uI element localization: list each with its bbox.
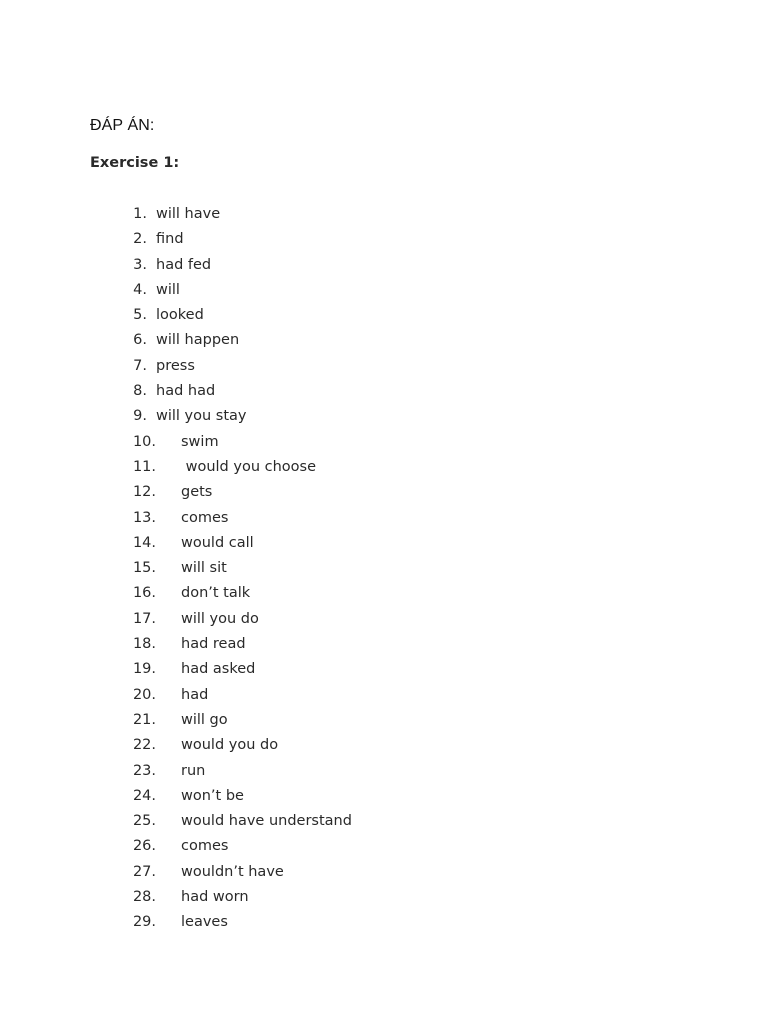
list-item-number: 29. — [132, 914, 156, 931]
list-item-number: 6. — [133, 332, 147, 349]
list-item-answer: had asked — [181, 661, 256, 678]
list-item-answer: had worn — [181, 889, 249, 906]
list-item-number: 5. — [133, 307, 147, 324]
list-item-number: 1. — [133, 206, 147, 222]
list-item-answer: will sit — [181, 560, 227, 577]
list-item-number: 28. — [132, 889, 156, 906]
list-item-number: 18. — [132, 636, 156, 653]
list-item-answer: leaves — [181, 914, 228, 931]
list-item-answer: will — [156, 281, 180, 298]
list-item-number: 25. — [132, 813, 156, 830]
list-item-answer: run — [181, 762, 206, 779]
list-item-number: 15. — [132, 560, 156, 577]
list-item-answer: swim — [181, 433, 219, 450]
list-item-number: 14. — [132, 534, 156, 551]
list-item-answer: wouldn’t have — [181, 863, 284, 880]
list-item-number: 9. — [133, 408, 147, 425]
exercise-title: Exercise 1: — [90, 155, 180, 171]
list-item-answer: will happen — [156, 332, 240, 349]
list-item-answer: don’t talk — [181, 585, 251, 602]
list-item-number: 11. — [132, 458, 156, 475]
list-item-answer: will go — [181, 711, 228, 728]
list-item-number: 17. — [132, 610, 156, 627]
list-item-number: 12. — [132, 484, 156, 501]
list-item-number: 24. — [132, 787, 156, 804]
list-item-answer: had fed — [156, 256, 212, 273]
list-item-answer: would have understand — [181, 813, 352, 830]
list-item-answer: gets — [181, 484, 213, 501]
list-item-answer: will you do — [181, 610, 259, 627]
list-item-answer: had read — [181, 636, 246, 653]
list-item-answer: find — [156, 231, 184, 248]
list-item-number: 4. — [133, 281, 147, 298]
list-item-number: 26. — [132, 838, 156, 855]
list-item-number: 3. — [133, 256, 147, 273]
list-item-answer: comes — [181, 509, 229, 526]
list-item-number: 19. — [132, 661, 156, 678]
list-item-number: 21. — [132, 711, 156, 728]
list-item-answer: won’t be — [181, 787, 244, 804]
list-item-number: 13. — [132, 509, 156, 526]
list-item-number: 20. — [132, 686, 156, 703]
list-item-answer: will you stay — [156, 408, 247, 425]
list-item-answer: had — [181, 686, 209, 703]
list-item-number: 27. — [132, 863, 156, 880]
page-heading: ĐÁP ÁN: — [90, 117, 155, 134]
list-item-number: 7. — [133, 357, 147, 374]
list-item-answer: would you do — [181, 737, 279, 754]
list-item-number: 22. — [132, 737, 156, 754]
list-item-answer: would call — [181, 534, 254, 551]
list-item-number: 2. — [133, 231, 147, 248]
list-item-answer: looked — [156, 307, 204, 324]
list-item-answer: comes — [181, 838, 229, 855]
list-item-number: 10. — [132, 433, 156, 450]
list-item-number: 23. — [132, 762, 156, 779]
list-item-answer: would you choose — [181, 458, 317, 475]
list-item-answer: had had — [156, 383, 216, 400]
list-item-answer: press — [156, 357, 195, 374]
list-item-answer: will have — [156, 206, 221, 222]
list-item-number: 8. — [133, 383, 147, 400]
list-item-number: 16. — [132, 585, 156, 602]
